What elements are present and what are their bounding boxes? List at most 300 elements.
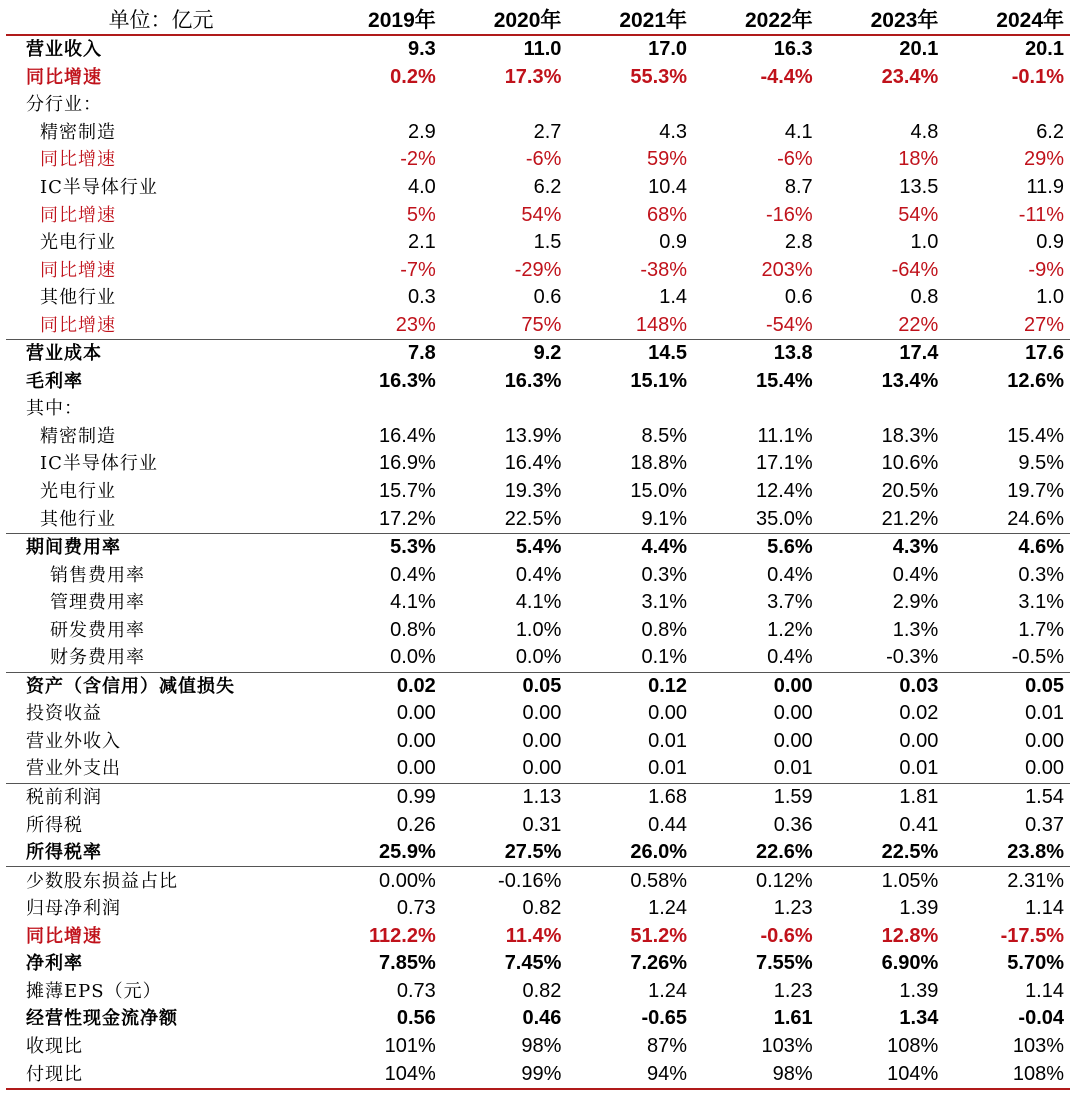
row-value: 0.8% (390, 618, 436, 641)
table-row (6, 783, 1070, 811)
row-value: 4.4% (641, 536, 688, 559)
row-value: 15.4% (755, 369, 813, 392)
row-value: 1.13 (522, 786, 562, 809)
row-value: 35.0% (693, 505, 819, 533)
table-row (6, 64, 1070, 92)
table-row (6, 35, 1070, 64)
row-label: 付现比 (6, 1060, 316, 1089)
row-label: IC半导体行业 (40, 453, 158, 475)
row-label: 其他行业 (6, 505, 316, 533)
table-row (6, 256, 1070, 284)
row-value: 18.8% (630, 452, 688, 475)
row-value (442, 395, 568, 423)
row-value: 0.1% (567, 644, 693, 672)
row-value: 0.00 (522, 702, 562, 725)
row-value: 0.8 (910, 286, 939, 309)
row-value (567, 91, 693, 119)
row-value: 1.14 (1025, 897, 1064, 920)
row-value: 3.1% (641, 591, 688, 614)
row-label: 营业外支出 (6, 755, 316, 783)
table-row (6, 950, 1070, 978)
row-value (442, 91, 568, 119)
row-value: 1.05% (881, 869, 939, 892)
row-value: 0.00 (316, 755, 442, 783)
row-value: -9% (1028, 258, 1064, 281)
row-value: 19.3% (504, 480, 562, 503)
row-value: 0.01 (567, 755, 693, 783)
row-value: 101% (384, 1034, 436, 1057)
row-value: 1.7% (1018, 618, 1064, 641)
row-value: 12.8% (881, 924, 939, 947)
row-value: -6% (525, 148, 562, 171)
row-value: 9.3 (407, 38, 436, 61)
row-value: 4.0 (407, 176, 436, 198)
row-value (944, 395, 1070, 423)
row-value: 1.54 (1025, 786, 1064, 809)
row-value: 10.4 (648, 176, 688, 198)
row-label: 销售费用率 (50, 564, 145, 586)
row-label: 同比增速 (26, 925, 102, 947)
row-value (693, 91, 819, 119)
table-row (6, 311, 1070, 339)
row-value: 17.3% (504, 65, 562, 88)
row-value: 112.2% (369, 924, 436, 947)
row-value: 4.1% (390, 591, 436, 614)
row-value: 4.1% (515, 591, 562, 614)
row-value: 16.3 (773, 38, 813, 61)
row-value: -17.5% (1000, 924, 1064, 947)
row-value: 54% (898, 203, 939, 226)
row-value: 0.01 (693, 755, 819, 783)
row-value: 2.7 (533, 120, 562, 143)
row-value: 16.9% (379, 452, 436, 475)
row-label: 净利率 (26, 953, 83, 975)
table-row (6, 229, 1070, 257)
row-value: 0.3 (407, 286, 436, 309)
row-value: 17.2% (316, 505, 442, 533)
table-row (6, 146, 1070, 174)
year-header: 2021年 (567, 4, 693, 35)
row-value: 1.24 (648, 897, 688, 920)
row-value: -0.16% (498, 869, 562, 892)
row-label: 期间费用率 (26, 537, 121, 559)
row-value: 0.05 (522, 674, 562, 697)
row-value: 1.24 (648, 979, 688, 1002)
table-row (6, 616, 1070, 644)
row-value: 0.73 (396, 897, 436, 920)
row-value: -0.65 (641, 1007, 688, 1030)
table-row (6, 533, 1070, 561)
row-label: 营业成本 (26, 343, 102, 365)
row-value: -29% (514, 258, 562, 281)
row-value: 1.0 (910, 231, 939, 254)
row-value: -7% (400, 258, 436, 281)
row-label: 摊薄EPS（元） (26, 980, 162, 1002)
row-label: 管理费用率 (50, 592, 145, 614)
row-value (316, 395, 442, 423)
row-value: 7.45% (504, 952, 562, 975)
year-header: 2024年 (944, 4, 1070, 35)
row-value: 0.4% (515, 563, 562, 586)
row-value: 18% (898, 148, 939, 171)
header-row (6, 4, 1070, 35)
row-value: 55.3% (630, 65, 688, 88)
row-value: 0.56 (396, 1007, 436, 1030)
row-value: 18.3% (881, 424, 939, 447)
row-value: -38% (640, 258, 688, 281)
row-value: 75% (442, 311, 568, 339)
row-value: 0.4% (767, 563, 813, 586)
row-label: 同比增速 (26, 66, 102, 88)
row-value: 1.61 (773, 1007, 813, 1030)
table-row (6, 368, 1070, 396)
year-header: 2022年 (693, 4, 819, 35)
row-label: 同比增速 (40, 204, 116, 226)
row-value: 98% (521, 1034, 562, 1057)
row-value: 0.00 (442, 755, 568, 783)
row-value: 4.1 (784, 120, 813, 143)
row-value: 1.39 (899, 897, 939, 920)
row-value: 16.4% (379, 424, 436, 447)
row-value: 108% (944, 1060, 1070, 1089)
row-value: 3.1% (1018, 591, 1064, 614)
table-row (6, 895, 1070, 923)
row-label: 精密制造 (40, 121, 116, 143)
row-value: -0.3% (819, 644, 945, 672)
table-row (6, 284, 1070, 312)
table-row (6, 755, 1070, 783)
row-label: 光电行业 (40, 481, 116, 503)
row-value: 0.00 (648, 702, 688, 725)
row-value: -0.5% (944, 644, 1070, 672)
row-value (819, 91, 945, 119)
row-value: 0.00 (773, 702, 813, 725)
row-value: 1.81 (899, 786, 939, 809)
row-value: 22.5% (819, 839, 945, 867)
row-value: 0.01 (819, 755, 945, 783)
row-value: 11.9 (1026, 176, 1064, 198)
row-value: 0.99 (396, 786, 436, 809)
row-value: 12.6% (1007, 369, 1064, 392)
row-label: 收现比 (26, 1035, 83, 1057)
row-value: 1.4 (659, 286, 688, 309)
row-value: 5.4% (515, 536, 562, 559)
row-label: 研发费用率 (50, 619, 145, 641)
row-value: 19.7% (1007, 480, 1064, 503)
row-value: 14.5 (648, 342, 688, 365)
table-row (6, 119, 1070, 147)
row-value: 13.4% (881, 369, 939, 392)
row-value: 1.34 (899, 1007, 939, 1030)
row-value: 0.00% (379, 869, 436, 892)
year-header: 2023年 (819, 4, 945, 35)
row-value: 98% (693, 1060, 819, 1089)
row-value: 0.4% (390, 563, 436, 586)
row-value: 0.0% (442, 644, 568, 672)
table-row (6, 505, 1070, 533)
row-value: 0.73 (396, 979, 436, 1002)
row-value: 23% (316, 311, 442, 339)
row-value: 5.3% (390, 536, 436, 559)
row-value (567, 395, 693, 423)
row-value: 104% (819, 1060, 945, 1089)
table-row (6, 1060, 1070, 1089)
row-value: 15.0% (630, 480, 688, 503)
row-value: 4.6% (1018, 536, 1064, 559)
row-value: 6.90% (881, 952, 939, 975)
row-value: 0.01 (648, 729, 688, 752)
row-value: 8.7 (784, 176, 813, 198)
row-value: 0.9 (659, 231, 688, 254)
row-value: -6% (777, 148, 813, 171)
row-value: 0.01 (1025, 702, 1064, 725)
row-value: 0.00 (1025, 729, 1064, 752)
row-value: 1.14 (1025, 979, 1064, 1002)
row-value: 6.2 (533, 176, 562, 198)
row-value: -2% (400, 148, 436, 171)
row-value: 0.03 (899, 674, 939, 697)
row-value: 0.36 (773, 813, 813, 836)
row-value: 0.44 (648, 813, 688, 836)
row-value: 87% (647, 1034, 688, 1057)
table-row (6, 811, 1070, 839)
row-value: 16.3% (379, 369, 436, 392)
row-value: 1.59 (773, 786, 813, 809)
row-value: 1.0 (1036, 286, 1064, 309)
row-value: 0.00 (773, 674, 813, 697)
row-label: 所得税 (26, 814, 83, 836)
row-value: 68% (647, 203, 688, 226)
row-label: 财务费用率 (6, 644, 316, 672)
row-label: 资产（含信用）减值损失 (26, 675, 235, 697)
row-value: 0.05 (1025, 674, 1064, 697)
table-row (6, 423, 1070, 451)
row-value: 0.4% (892, 563, 939, 586)
unit-label: 单位：亿元 (6, 4, 316, 35)
row-value: 0.37 (1025, 813, 1064, 836)
row-value: 0.82 (522, 897, 562, 920)
table-row (6, 839, 1070, 867)
row-value: 2.9 (407, 120, 436, 143)
table-row (6, 867, 1070, 895)
row-label: 投资收益 (26, 703, 102, 725)
row-value: 9.2 (533, 342, 562, 365)
row-value: -0.1% (1011, 65, 1064, 88)
table-row (6, 589, 1070, 617)
row-value: 0.12 (648, 674, 688, 697)
table-row (6, 978, 1070, 1006)
row-value: 4.3% (892, 536, 939, 559)
row-value: 0.9 (1036, 231, 1064, 254)
row-value: 13.8 (773, 342, 813, 365)
row-value: 21.2% (819, 505, 945, 533)
row-value: 16.3% (504, 369, 562, 392)
table-row (6, 174, 1070, 202)
row-value: 94% (567, 1060, 693, 1089)
year-header: 2020年 (442, 4, 568, 35)
row-value: 17.0 (648, 38, 688, 61)
row-value: 15.1% (630, 369, 688, 392)
row-value: 2.8 (784, 231, 813, 254)
row-value: 4.3 (659, 120, 688, 143)
row-value: 0.46 (522, 1007, 562, 1030)
financial-table-container (6, 4, 1070, 1090)
row-value: 13.9% (504, 424, 562, 447)
row-value: 0.00 (522, 729, 562, 752)
row-value: 11.4% (505, 924, 562, 947)
financial-summary-table (6, 4, 1070, 1090)
row-value: 2.9% (892, 591, 939, 614)
row-value: 0.31 (522, 813, 562, 836)
row-value: 0.02 (899, 702, 939, 725)
row-value: 5.6% (767, 536, 813, 559)
row-value: 15.7% (379, 480, 436, 503)
row-value: 2.1 (407, 231, 436, 254)
row-label: 经营性现金流净额 (26, 1008, 178, 1030)
table-row (6, 450, 1070, 478)
table-row (6, 561, 1070, 589)
row-value: 0.0% (316, 644, 442, 672)
row-label: 所得税率 (6, 839, 316, 867)
row-value: 104% (316, 1060, 442, 1089)
row-value: 22.5% (442, 505, 568, 533)
row-value: 26.0% (567, 839, 693, 867)
row-value: 203% (761, 258, 813, 281)
row-value: 0.00 (396, 702, 436, 725)
row-value: -0.6% (760, 924, 813, 947)
row-value: 16.4% (504, 452, 562, 475)
row-value (693, 395, 819, 423)
row-value: 17.1% (755, 452, 813, 475)
row-label: 分行业： (26, 94, 102, 116)
table-row (6, 700, 1070, 728)
row-value (819, 395, 945, 423)
row-label: 同比增速 (40, 149, 116, 171)
table-row (6, 1005, 1070, 1033)
row-value: 2.31% (1007, 869, 1064, 892)
row-value: -54% (693, 311, 819, 339)
row-value: 103% (1012, 1034, 1064, 1057)
row-label: 其他行业 (40, 287, 116, 309)
row-label: 营业外收入 (26, 730, 121, 752)
row-value: 103% (761, 1034, 813, 1057)
row-value: 0.82 (522, 979, 562, 1002)
row-value: 0.00 (899, 729, 939, 752)
row-value: 0.2% (390, 65, 436, 88)
row-value: 11.1% (757, 424, 813, 447)
row-value: 1.5 (533, 231, 562, 254)
row-value: 11.0 (523, 38, 562, 61)
table-row (6, 478, 1070, 506)
table-row (6, 644, 1070, 672)
row-value: 27% (944, 311, 1070, 339)
row-value: 0.3% (1018, 563, 1064, 586)
row-value: 0.6 (784, 286, 813, 309)
row-value: 1.0% (515, 618, 562, 641)
table-row (6, 201, 1070, 229)
row-value: 1.23 (773, 979, 813, 1002)
row-value: 1.39 (899, 979, 939, 1002)
row-value: 17.4 (899, 342, 939, 365)
row-value: 7.55% (755, 952, 813, 975)
row-value: 0.00 (396, 729, 436, 752)
row-value: 10.6% (881, 452, 939, 475)
row-value: 54% (521, 203, 562, 226)
row-value (944, 91, 1070, 119)
row-value: 0.4% (693, 644, 819, 672)
row-value: 17.6 (1025, 342, 1064, 365)
table-row (6, 728, 1070, 756)
row-value: 7.26% (630, 952, 688, 975)
row-label: 营业收入 (26, 39, 102, 61)
row-value: 1.2% (767, 618, 813, 641)
row-value: 7.8 (407, 342, 436, 365)
row-value: 24.6% (944, 505, 1070, 533)
row-value: 20.1 (899, 38, 939, 61)
row-value: 148% (567, 311, 693, 339)
row-value: 20.1 (1025, 38, 1064, 61)
row-label: 精密制造 (40, 425, 116, 447)
table-row (6, 1033, 1070, 1061)
row-value: 29% (1023, 148, 1064, 171)
row-label: IC半导体行业 (40, 177, 158, 198)
row-value: 7.85% (379, 952, 436, 975)
table-row (6, 340, 1070, 368)
row-label: 光电行业 (40, 232, 116, 254)
table-row (6, 923, 1070, 951)
row-value: 20.5% (881, 480, 939, 503)
row-label: 毛利率 (26, 370, 83, 392)
row-value: 0.26 (396, 813, 436, 836)
row-value: 5.70% (1007, 952, 1064, 975)
row-value: 0.00 (944, 755, 1070, 783)
row-label: 其中： (26, 398, 83, 420)
row-value (316, 91, 442, 119)
row-value: -16% (765, 203, 813, 226)
row-value: -4.4% (760, 65, 813, 88)
row-value: 0.6 (533, 286, 562, 309)
table-row (6, 672, 1070, 700)
row-value: 12.4% (755, 480, 813, 503)
row-value: -0.04 (1018, 1007, 1064, 1030)
row-value: 6.2 (1036, 120, 1064, 143)
row-value: 99% (442, 1060, 568, 1089)
row-value: 1.23 (773, 897, 813, 920)
table-row (6, 91, 1070, 119)
row-value: 1.68 (648, 786, 688, 809)
row-value: 0.8% (641, 618, 688, 641)
row-value: 0.58% (630, 869, 688, 892)
row-value: 22% (819, 311, 945, 339)
row-value: 51.2% (630, 924, 688, 947)
row-value: 0.02 (396, 674, 436, 697)
row-value: 9.5% (1018, 452, 1064, 475)
row-value: 9.1% (567, 505, 693, 533)
row-value: 0.41 (899, 813, 939, 836)
row-value: 5% (406, 203, 436, 226)
row-value: 1.3% (892, 618, 939, 641)
row-label: 税前利润 (26, 787, 102, 809)
row-label: 归母净利润 (26, 898, 121, 920)
row-value: 0.12% (755, 869, 813, 892)
row-label: 同比增速 (6, 311, 316, 339)
row-value: 27.5% (442, 839, 568, 867)
row-label: 同比增速 (40, 259, 116, 281)
row-label: 少数股东损益占比 (26, 870, 178, 892)
row-value: 13.5 (899, 176, 939, 198)
table-body (6, 35, 1070, 1089)
row-value: 22.6% (693, 839, 819, 867)
